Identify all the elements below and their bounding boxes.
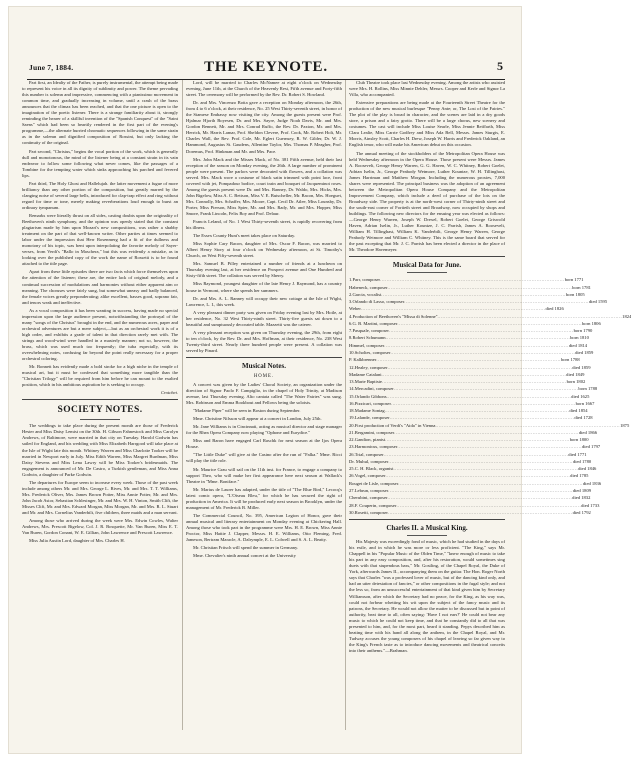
paragraph: "Madame Piper" will be seen in Boston during September. <box>193 408 301 414</box>
calendar-entry <box>349 436 589 443</box>
calendar-year: died 1785 <box>570 473 589 479</box>
calendar-day: 3. <box>349 299 353 305</box>
calendar-day: 25. <box>349 466 355 472</box>
leader-dots <box>404 298 589 305</box>
calendar-year: died 1832 <box>572 495 591 501</box>
calendar-day: 27. <box>349 488 355 494</box>
musical-notes-subheading: HOME. <box>253 373 275 379</box>
paragraph: Mrs. John Mack and the Misses Mack, of No. 381 Fifth avenue, held their last reception of the season on Monday evening, the 26th. A large number of prominent people were present. The parlors were decorated with flowers, and a collation was served. Mrs. Mack wore a costume of black satin trimmed with point lace, front covered with jet, Pompadour bodice, court train and bouquet of Jacqueminot roses. Among the guests present were Dr. and Mrs. Ranney, Dr. Waldo, Mrs. Hicks, Mrs. John Bigelow, Miss A. C. Bettson, Miss V. E. Butscheller, Mr. Bacon, Mrs. Hoeguet, Mrs. Connolly, Mrs. Schaffer, Mrs. Moore, Capt. Cecil Dr. Atlee, Miss Lounsby, Dr. Porter, Miss Pierson, Miss Spier, Mr. and Mrs. Rady, Mr. and Mrs. Hopper, Miss Smore, Frank Lincoln, Felix Boy and Prof. Delaur. <box>186 156 342 216</box>
calendar-name: G. B. Martini, composer <box>352 320 398 326</box>
calendar-year: born 1800 <box>569 437 589 443</box>
calendar-day: 21. <box>349 429 355 435</box>
paragraph: Mme. Christine Nilsson will appear at a concert in London, July 25th. <box>193 416 322 422</box>
column-rule <box>182 80 183 730</box>
calendar-year: died 1809 <box>572 488 592 494</box>
leader-dots <box>388 458 573 465</box>
paragraph: Remarks were literally thrust on all sides, casting doubts upon the originality of Beethoven's ninth symphony, and the opinion was openly stated that the constant plagiarism made by him upon Mozart's new compositions, was rather a shabby treatment on the part of that well-known writer. Other parties at times seemed to labor under the impression that Herr Rosenmerg had a fit of the dullness and monotony of his topic, was bent upon interpolating the favorite melody of Sayer-verses, from Verdi's "Ballo in Maschera," but this was evidently a mistake, as in looking over the published copy of the work the name of Rossetti is to be found attached to the title page. <box>22 212 178 267</box>
calendar-name: Dr. Muhul, composer <box>349 458 389 464</box>
calendar-day: 28. <box>349 502 355 508</box>
calendar-entry <box>349 472 589 479</box>
newspaper-title: THE KEYNOTE. <box>204 59 328 75</box>
calendar-year: died 1849 <box>566 371 585 377</box>
calendar-entry <box>349 385 598 392</box>
calendar-year: born 1806 <box>582 320 601 326</box>
paragraph: Miss Sophie Cary Bacon, daughter of Mrs. Oscar F. Bacon, was married to Albert Henry Story at four o'clock on Wednesday afternoon, at St. Timothy's Church, on West Fifty-seventh street. <box>186 241 342 259</box>
leader-dots <box>388 284 573 291</box>
calendar-entry <box>349 356 580 363</box>
calendar-day: 19. <box>349 415 355 421</box>
leader-dots <box>385 407 570 414</box>
calendar-year: died 1859 <box>572 364 591 370</box>
calendar-name: Orlando di Lasso, composer <box>352 299 405 305</box>
column-2 <box>186 80 342 730</box>
calendar-entry <box>349 313 631 320</box>
leader-dots <box>386 334 571 341</box>
leader-dots <box>394 385 579 392</box>
calendar-year: born 1805 <box>565 291 585 297</box>
leader-dots <box>384 342 569 349</box>
leader-dots <box>390 349 575 356</box>
calendar-day: 13. <box>349 379 355 385</box>
paragraph: Part first, an Idealty of the Father, is purely instrumental, the attempt being made to represent his voice in all its dignity of sublimity and power. The theme pervading this number is solemn and impressive, commencing with a pianissimo movement in common time, and gradually increasing in volume, until a crash of the brass announces that the climax has been reached, and that the one picture is open to the imagination of the poetic listener. There is a strange familiarity about it, strongly reminding the hearer of a skillful invention of the "Spanish Conquest" of the "Saint Saens" which had been so heartily rendered in the first part of the evening's programme,—the alternate hurried chromatic sequences following in the same strain as in the solemn and dignified composition of Rossini, but only lacking the continuity of the original. <box>22 80 178 146</box>
calendar-year: born 1810 <box>570 335 589 341</box>
calendar-day: 14. <box>349 386 355 392</box>
calendar-year: died 1792 <box>572 509 591 515</box>
heading-underline <box>80 419 120 420</box>
calendar-name: Lalande, composer <box>354 415 390 421</box>
calendar-entry <box>349 298 608 305</box>
calendar-entry <box>349 378 586 385</box>
paragraph: Miss and Baron have engaged Carl Raschk for next season at the Ijos Opera House. <box>186 438 342 450</box>
calendar-entry <box>349 487 592 494</box>
leader-dots <box>397 502 582 509</box>
leader-dots <box>398 480 583 487</box>
calendar-entry <box>349 393 590 400</box>
calendar-year: died 1814 <box>568 342 588 348</box>
paragraph: As a vocal composition it has been wanting in success, having made no special impression upon the large audience present, notwithstanding the portrayal of the many "songs of the Christus" brought in the end, and the numerous acres, paper and orchestral adventures are but a mere subject,—but as an orchestral work it is of a high order, and exhibits a grade of talent in that direction rarely met with. The strings and wood-wind were handled in a masterly manner; not so, however, the brass, which was used much too frequently; the tuba especially, with its overwhelming notes, confusing far beyond the point really necessary for a proper orchestral coloring. <box>22 307 178 362</box>
calendar-name: Garcia, vocalist <box>352 291 382 297</box>
calendar-year: born 1788 <box>578 386 598 392</box>
calendar-entry <box>349 320 601 327</box>
calendar-name: Rouget de Lisle, composer <box>349 480 399 486</box>
calendar-year: died 1733 <box>581 502 600 508</box>
heading-underline <box>407 535 447 536</box>
calendar-day: 1. <box>349 277 353 283</box>
calendar-name: Scholtes, composer <box>354 349 391 355</box>
leader-dots <box>381 291 566 298</box>
heading-underline <box>407 272 447 273</box>
calendar-entry <box>349 342 588 349</box>
column-rule <box>345 80 346 730</box>
calendar-name: Pizzicari, composer <box>354 400 391 406</box>
calendar-entry <box>349 327 593 334</box>
calendar-year: died 1854 <box>569 408 588 414</box>
calendar-year: died 1797 <box>581 444 601 450</box>
paragraph: Club Theatre took place last Wednesday evening. Among the artists who assisted were Mrs. H. Rollins, Miss Minnie Dehler, Messrs. Cooper and Kerle and Signor La Villa, who accompanied. <box>349 80 505 98</box>
calendar-entry <box>349 364 591 371</box>
paragraph: Part second, "Christus," begins the vocal portion of the work, which is generally dull and monotonous, the mind of the listener being at a constant strain in its vain endeavor to follow some following what never comes, like the passages of a Tombine for the tempting water which sinks approaching his parched and fevered lips. <box>22 148 178 178</box>
paragraph: Miss Raymond, youngest daughter of the late Henry J. Raymond, has a country house in Vermont, where she spends her summers. <box>186 281 342 293</box>
calendar-entry <box>349 305 564 312</box>
calendar-entry <box>349 443 601 450</box>
calendar-year: died 1595 <box>588 299 608 305</box>
leader-dots <box>391 400 576 407</box>
calendar-entry <box>349 509 591 516</box>
issue-date: June 7, 1884. <box>29 63 74 72</box>
paragraph: Extensive preparations are being made at the Fourteenth Street Theatre for the production of the new musical burlesque "Penny Ante; or, The Lost of the Fairies." The plot of the play is broad in character, and the scenes are laid in a dry goods store, a prison and a fairy grotto. There will be a large chorus, new scenery and costumes. The cast will include Miss Louise Searle, Miss Jennie Reiffarth, Miss Clara Lealie, Miss Carrie Godfrey and Miss Ada Bell, Messrs. James Sturgis, E. Morris, Ainsley Scott, Charles H. Drew, Joseph W. Harris and Frederick Oakland, an English tenor, who will make his American debut on this occasion. <box>349 100 505 148</box>
paragraph: Mr. Marius de Laurer has adapted, under the title of "The Blue Bird," Lecocq's latest comic opera, "L'Oiseau Bleu," for which he has secured the right of production in America. It will be produced early next season in Brooklyn, under the management of Mr. Frederick B. Miller. <box>186 486 342 510</box>
paragraph: Miss Julia Austin Lord, daughter of Mrs. Charles H. <box>29 538 125 544</box>
calendar-name: Habeneck, composer <box>349 284 388 290</box>
paragraph: A very pleasant dinner party was given on Friday evening last by Mrs. Hoile, at her residence, No. 32 West Thirty-ninth street. Thirty-five guests sat down to a beautiful and sumptuously decorated table. Mazzetti was the caterer. <box>186 309 342 327</box>
paragraph: Francis Leland, of No. 1 West Thirty-seventh street, is rapidly recovering from his illness. <box>186 219 342 231</box>
calendar-entry <box>349 502 600 509</box>
calendar-name: F. Couperin, composer <box>354 502 397 508</box>
calendar-year: born 1790 <box>573 328 593 334</box>
leader-dots <box>385 436 570 443</box>
calendar-year: died 1826 <box>545 306 564 312</box>
calendar-entry <box>349 334 589 341</box>
paragraph: His Majesty was exceedingly fond of music, which he had studied in the days of his exile, and in which he was more or less proficient. "The King," says Mr. Chappell in his "Popular Music of the Olden Time," "knew enough of music to take his part in any easy composition, and, after his restoration, would sometimes sing duets with that stupendous bass," Mr. Gostling, of the Chapel Royal, the Duke of York, afterwards James II., accompanying them on the guitar. The Hon. Roger North says that Charles "was a professed lover of music, but of the dancing kind only, and had an utter detestation of fancies," or other compositions in the fugal style; and not the less so, from an unsuccessful entertainment of that kind given him by Secretary Williamson, after which the Secretary had no peace, for the King, as his way was, could not forbear whetting his wit upon the subject of the fancy music and its patrons, the Secretary. He would not allow the matter to be discussed but in point of authority, beat time to all, often saying: 'Have I not ears?' He could not bear any music to which he could not keep time, and that he constantly did to all that was presented to him, and, for the most part, heard it standing. Pepys described him as beating time with his hand all along the anthem, in the Chapel Royal, and Mr. Tudway accuses the young composers of his chapel of leaving so far given way to the King's French taste as to introduce dancing movements and theatrical conceits into their anthems."—Brahman. <box>349 539 505 653</box>
paragraph: Mrs. Samuel B. Pilley entertained a number of friends at a luncheon on Thursday evening last, at her residence on Prospect avenue and One Hundred and Sixty-fifth street. The collation was served by Sherry. <box>186 261 342 279</box>
calendar-year: died 1728 <box>574 415 593 421</box>
calendar-entry <box>349 407 588 414</box>
running-head <box>27 57 505 80</box>
calendar-entry <box>349 291 585 298</box>
calendar-year: born 1788 <box>560 357 580 363</box>
calendar-year: born 1667 <box>575 400 595 406</box>
calendar-day: 7. <box>349 328 353 334</box>
leader-dots <box>388 494 573 501</box>
calendar-name: Bergamini, composer <box>354 429 395 435</box>
calendar-day: 10. <box>349 349 355 355</box>
calendar-name: Cherubini, composer <box>349 495 388 501</box>
paragraph: "The Little Duke" will give at the Casino after the run of "Falka." Mme. Ricci will play the title role. <box>186 452 342 464</box>
calendar-day: 26. <box>349 451 355 457</box>
calendar-day: 8. <box>349 335 353 341</box>
column-1 <box>22 80 178 730</box>
leader-dots <box>384 451 569 458</box>
leader-dots <box>361 305 546 312</box>
paragraph: Mr. Bonnett has evidently made a bold stroke for a high niche in the temple of musical art, but it must be confessed that something more tangible than the "Christian Trilogy" will be required from him before he can mount to the exalted position, which in his ambitious aspiration he is seeking to occupy. <box>22 364 178 388</box>
leader-dots <box>382 371 567 378</box>
calendar-year: died 1846 <box>578 466 597 472</box>
charles-heading: Charles II. a Musical King. <box>386 524 468 533</box>
leader-dots <box>388 487 573 494</box>
section-divider <box>349 256 505 257</box>
calendar-entry <box>349 465 597 472</box>
calendar-year: born 1781 <box>572 284 591 290</box>
leader-dots <box>397 320 582 327</box>
calendar-entry <box>349 429 598 436</box>
paragraph: Apart from these little episodes there are two facts which force themselves upon the attention of the listener; these are, the entire lack of original melody, and a continual succession of modulations and harmonies without either apparent aim or meaning. The choruses were fairly sung, but somewhat uneasy and badly balanced, the female voices greatly preponderating; alike excellent, basses good, soprano fair, and tenors weak and ineffective. <box>22 269 178 305</box>
paragraph: The Commercial Council, No. 395, American Legion of Honor, gave their annual musical and literary entertainment on Monday evening at Chickering Hall. Among those who took part in the programme were Mrs. H. E. Brown, Miss Annie Proctor, Miss Hattie J. Clapper, Messrs. H. E. Williams, Otto Fleming, Fred. Jameson, Bertram Maracle, A. Dalrymple, E. L. Colwell and S. A. L. Beatty. <box>186 512 342 543</box>
calendar-entry <box>349 458 592 465</box>
paragraph: Mme. Chevalier's ninth annual concert at the University <box>193 553 296 559</box>
paragraph: The annual meeting of the stockholders of the Metropolitan Opera House was held Wednesday afternoon in the Opera House. Those present were Messrs. James A. Roosevelt, George Henry Warren, G. G. Haven, W. C. Whitney, Robert Goelet, Adrian Iselin, Jr., George Peabody Wetmore, Luther Kountze, W. H. Tillinghast, James Harriman and Matthew Morgan. Including the numerous proxies, 7,000 shares were represented. The principal business was the adoption of an agreement between the Metropolitan Opera House Company and the Metropolitan Improvement Company, which include a deed of purchase of the lots on the Broadway side. The property is at the north-west corner of Thirty-ninth street and the south-east corner of Fortieth street and Broadway, now occupied by shops and buildings. The following new directors for the ensuing year was elected as follows:—George Henry Warren, Joseph W. Drexel, Robert Goelet, George Griswold Haven, Adrian Iselin, Jr., Luther Kountze, J. C. Parrish, James A. Roosevelt, William H. Tillinghast, William K. Vanderbilt, George Henry Warren, George Peabody Wetmore and William C. Whitney. This is the same board that served for the past excepting that Mr. J. C. Parrish has been elected a director in the place of Mr. Theodore Havemeyer. <box>349 150 505 253</box>
paragraph: Mr. Christian Fritsch will spend the summer in Germany. <box>193 545 299 551</box>
section-divider <box>22 399 178 400</box>
paragraph: Among those who arrived during the week were Mrs. Edwin Cowles, Walter Andrews, Mrs. Prescott Bigelow, Col. J. R. Bosquette, Mr. Van Buren, Miss E. T. Van Buren, Gordon Conant, W. E. Gillian, John Lawrence and Prescott Lawrence. <box>22 518 178 536</box>
calendar-name: Trial, composer <box>354 451 384 457</box>
paragraph: The weddings to take place during the present month are those of Frederick Hester and Miss Daisy Lemist on the 30th. H. Gibson Fahnestock and Miss Carolyn Andrews, of Baltimore, were married in that city on Tuesday. Harold Godwin has sailed for England, and his wedding with Miss Elizabeth Harrgood will take place at the Isle of Wight late this month. Whitney Warren and Miss Charlotte Tooker will be married in Newport early in July. Miss Edith Warren, Miss Margret Burdman, Miss Daisy Stevens and Miss Lena Lawry will be Miss Tooker's bridesmaids. The engagement is announced of Mr. De Castro, a Turkish gentleman, and Miss Anna Godwin, a daughter of Parke Godwin. <box>22 423 178 477</box>
paragraph: The Essex County Hunt's meet takes place on Saturday. <box>193 233 296 239</box>
calendar-name: Production of Beethoven's "Missa di Solenne" <box>352 313 438 319</box>
paragraph: Mr. Maurice Grau will sail on the 11th inst. for France, to engage a company to support Theo, who will make her first appearance here next season at Wallack's Theatre in "Mme. Boniface." <box>186 466 342 484</box>
calendar-entry <box>349 371 585 378</box>
calendar-name: Parr, composer <box>352 277 381 283</box>
leader-dots <box>388 364 573 371</box>
calendar-name: First production of Verdi's "Aida" in Vienna <box>354 422 436 428</box>
calendar-name: P. Kalkbrenner <box>349 357 377 363</box>
calendar-name: Lebrun, composer <box>354 488 389 494</box>
calendar-name: Mercadini, composer <box>354 386 394 392</box>
calendar-name: Pasquale, composer <box>352 328 389 334</box>
calendar-year: died 1859 <box>575 349 594 355</box>
society-notes-heading: SOCIETY NOTES. <box>57 405 143 416</box>
calendar-year: died 1625 <box>571 393 590 399</box>
section-divider <box>349 519 505 520</box>
leader-dots <box>390 414 575 421</box>
section-divider <box>186 357 342 358</box>
calendar-day: 6. <box>349 320 353 326</box>
calendar-day: 16. <box>349 400 355 406</box>
calendar-year: born 1802 <box>566 379 586 385</box>
calendar-entry <box>349 494 591 501</box>
review-text <box>22 80 178 396</box>
calendar-day: 4. <box>349 313 353 319</box>
page-number: 5 <box>497 59 503 73</box>
calendar-year: 1824 <box>622 313 631 319</box>
calendar-name: Healey, composer <box>354 364 388 370</box>
musical-data-heading: Musical Data for June. <box>392 261 462 270</box>
calendar-name: Gandion, pianist <box>354 437 386 443</box>
calendar-entry <box>349 400 595 407</box>
calendar-entry <box>349 276 584 283</box>
calendar-day: 12. <box>349 364 355 370</box>
paragraph: A very pleasant reception was given on Thursday evening, the 29th, from eight to ten o'clock, by the Rev. Dr. and Mrs. Hoffman, at their residence, No. 238 West Twenty-third street. Nearly three hundred people were present. A collation was served by Pinard. <box>186 329 342 353</box>
calendar-day: 30. <box>349 509 355 515</box>
leader-dots <box>382 378 567 385</box>
calendar-day: 2. <box>349 291 353 297</box>
calendar-name: Rosetti, composer <box>354 509 388 515</box>
calendar-name: C. H. Black, organist <box>354 466 394 472</box>
leader-dots <box>387 393 572 400</box>
calendar-name: Marie Baptiste <box>354 379 382 385</box>
musical-calendar-list <box>349 276 631 516</box>
calendar-name: Harmonicus, composer <box>354 444 398 450</box>
calendar-entry <box>349 284 591 291</box>
calendar-name: Madame Catalani <box>349 371 382 377</box>
calendar-entry <box>349 349 594 356</box>
paragraph: Part third, The Holy Ghost and Hallelujah. the latter movement a fugue of more brilliancy than any other portion of the composition, but greatly marred by the clanging noise of several large bells, introduced for clap-trap effect and ring without regard for time or tone, merely making reverberations loud enough to burst an ordinary tympanum. <box>22 180 178 210</box>
leader-dots <box>386 472 571 479</box>
leader-dots <box>438 313 623 320</box>
leader-dots <box>394 429 579 436</box>
column-3 <box>349 80 631 730</box>
calendar-name: Madame Sontag <box>354 408 385 414</box>
musical-notes-heading: Musical Notes. <box>242 361 286 370</box>
author-signature: Crotchet. <box>160 390 178 396</box>
paragraph: A concert was given by the Ladies' Choral Society, an organization under the direction of Signor Paolo F. Campiglio, in the chapel of Holy Trinity, at Madison avenue, last Thursday evening. Alto cantata called "The Water Fairies" was sung. Mrs. Robinson and Emma Bookbout and Fellows being the soloists. <box>186 381 342 406</box>
calendar-day: 18. <box>349 408 355 414</box>
calendar-day: 20. <box>349 422 355 428</box>
calendar-name: Weber <box>349 306 361 312</box>
paragraph: Mr. Jane Williams is in Cincinnati, acting as musical director and stage manager for the Rhea Opera Company now playing "Ophone and Eurydice." <box>186 424 342 436</box>
calendar-day: 26. <box>349 473 355 479</box>
calendar-year: died 1836 <box>582 480 602 486</box>
calendar-name: Vogel, composer <box>354 473 386 479</box>
leader-dots <box>435 422 620 429</box>
calendar-year: died 1866 <box>578 429 598 435</box>
calendar-year: died 1780 <box>572 458 592 464</box>
calendar-day: 23. <box>349 444 355 450</box>
calendar-name: Robert Schumann <box>352 335 386 341</box>
leader-dots <box>393 465 578 472</box>
calendar-entry <box>349 480 602 487</box>
paragraph: Dr. and Mrs. A. L. Ranney will occupy their new cottage at the Isle of Wight, Lawrence, L. I., this week. <box>186 295 342 307</box>
leader-dots <box>388 509 573 516</box>
leader-dots <box>380 276 565 283</box>
calendar-year: died 1771 <box>568 451 587 457</box>
calendar-day: 22. <box>349 437 355 443</box>
calendar-year: 1875 <box>620 422 630 428</box>
paragraph: Lord, will be married to Charles McNamee at eight o'clock on Wednesday evening, June 11th, at the Church of the Heavenly Rest, Fifth avenue and Forty-fifth street. The ceremony will be performed by the Rev. Dr. Robert S. Howland. <box>186 80 342 98</box>
paragraph: Dr. and Mrs. Vincenzo Botta gave a reception on Monday afternoon, the 26th, from 4 to 6 o'clock, at their residence, No. 25 West Thirty-seventh street, in honor of the Siamese Embassy now visiting the city. Among the guests present were Prof. Hjalmar Hjorth Boyesen, Dr. and Mrs. Sayre, Judge Noah Davis, Mr. and Mrs. Gordon Bennett, Mr. and Mrs. Conrad Ruffo, the Rev. Dr. Paxton, Mr. and Mrs. Herrick, Mr. Harris Lamar, Prof. Sheldon Clevere, Prof. Cook, Mr. Robert Holt, Mr. Charles Wall, the Rev. Prof. Cole, Mr. Eglert Guernsey, R. W. Gilder, Dr. W. J. Hammond, Augustus St. Gaudens, Allentine Taylor, Mrs. Thomas P. Meagher, Prof. Doremus, Prof. Hinkman and Mr. and Mrs. Pace. <box>186 100 342 154</box>
calendar-year: born 1771 <box>564 277 584 283</box>
calendar-entry <box>349 451 587 458</box>
leader-dots <box>389 327 574 334</box>
calendar-entry <box>349 422 630 429</box>
calendar-day: 15. <box>349 393 355 399</box>
leader-dots <box>397 443 582 450</box>
calendar-name: Orlando Gibbons <box>354 393 387 399</box>
calendar-entry <box>349 414 593 421</box>
leader-dots <box>376 356 561 363</box>
calendar-name: Himmel, composer <box>349 342 385 348</box>
paragraph: The departures for Europe seem to increase every week. Those of the past week include among others Mr. and Mrs. George L. Rives, Mr. and Mrs. T. T. Williams, Mrs. Frederick Oliver, Mrs. James Brown Potter, Miss Annie Potter, Mr. and Mrs. John Jacob Astor, Sebastian Schlesinger, Mr. and Mrs. W. H. Vinton, Smith Clift, the Misses Clift, Mr. and Mrs. Edward Morgan, Miss Morgan, Mr. and Mrs. R. L. Stuart and Mr. and Mrs. Cornelius Vanderbilt, five children, three maids and a man servant. <box>22 479 178 515</box>
